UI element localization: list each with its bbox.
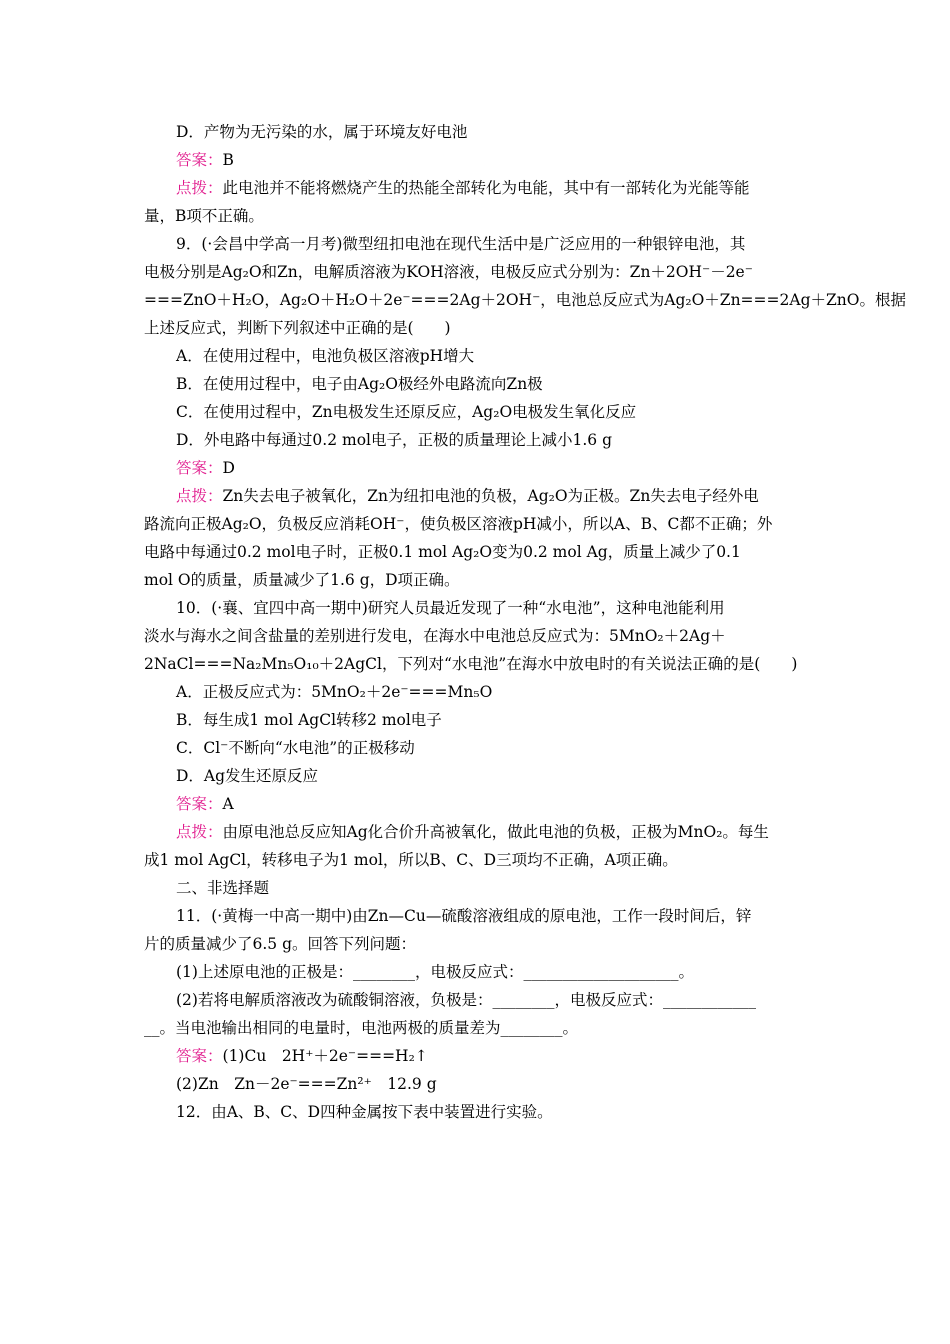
text-line (144, 594, 808, 622)
text-line (144, 706, 808, 734)
line-text: A．正极反应式为：5MnO₂＋2e⁻===Mn₅O (176, 683, 493, 701)
line-text: 10．(·襄、宜四中高一期中)研究人员最近发现了一种“水电池”，这种电池能利用 (176, 599, 725, 617)
answer-label: 点拨： (176, 823, 223, 841)
line-text: A．在使用过程中，电池负极区溶液pH增大 (176, 347, 475, 365)
line-text: B (222, 151, 234, 169)
line-text: 12．由A、B、C、D四种金属按下表中装置进行实验。 (176, 1103, 553, 1121)
text-line (144, 846, 808, 874)
answer-label: 答案： (176, 459, 223, 477)
text-line (144, 986, 808, 1014)
text-line (144, 930, 808, 958)
line-text: D．Ag发生还原反应 (176, 767, 319, 785)
line-text: 电路中每通过0.2 mol电子时，正极0.1 mol Ag₂O变为0.2 mol Ag，质量上减少了0.1 (144, 543, 741, 561)
line-text: 淡水与海水之间含盐量的差别进行发电，在海水中电池总反应式为：5MnO₂＋2Ag＋ (144, 627, 726, 645)
text-line (144, 482, 808, 510)
text-line (144, 314, 808, 342)
line-text: 量，B项不正确。 (144, 207, 264, 225)
answer-label: 答案： (176, 1047, 223, 1065)
answer-label: 答案： (176, 795, 223, 813)
line-text: 片的质量减少了6.5 g。回答下列问题： (144, 935, 417, 953)
text-line (144, 902, 808, 930)
document-body (144, 118, 906, 1126)
text-line (144, 622, 808, 650)
answer-label: 点拨： (176, 487, 223, 505)
text-line (144, 174, 808, 202)
line-text: 路流向正极Ag₂O，负极反应消耗OH⁻，使负极区溶液pH减小，所以A、B、C都不正确；外 (144, 515, 773, 533)
line-text: B．每生成1 mol AgCl转移2 mol电子 (176, 711, 442, 729)
line-text: A (222, 795, 234, 813)
text-line (144, 370, 808, 398)
line-text: 上述反应式，判断下列叙述中正确的是( ) (144, 319, 451, 337)
line-text: 电极分别是Ag₂O和Zn，电解质溶液为KOH溶液，电极反应式分别为：Zn＋2OH⁻－2e⁻ (144, 263, 753, 281)
text-line (144, 818, 808, 846)
line-text: D．产物为无污染的水，属于环境友好电池 (176, 123, 468, 141)
text-line (144, 734, 808, 762)
text-line (144, 650, 808, 678)
line-text: Zn失去电子被氧化，Zn为纽扣电池的负极，Ag₂O为正极。Zn失去电子经外电 (222, 487, 759, 505)
text-line (144, 762, 808, 790)
text-line (144, 258, 808, 286)
answer-label: 答案： (176, 151, 223, 169)
answer-label: 点拨： (176, 179, 223, 197)
line-text: 2NaCl===Na₂Mn₅O₁₀＋2AgCl，下列对“水电池”在海水中放电时的有关说法正确的是( ) (144, 655, 798, 673)
text-line (144, 790, 808, 818)
line-text: C．Cl⁻不断向“水电池”的正极移动 (176, 739, 415, 757)
line-text: D (222, 459, 235, 477)
text-line (144, 538, 808, 566)
text-line (144, 678, 808, 706)
text-line (144, 202, 808, 230)
line-text: 此电池并不能将燃烧产生的热能全部转化为电能，其中有一部转化为光能等能 (222, 179, 750, 197)
text-line (144, 454, 808, 482)
line-text: 二、非选择题 (176, 879, 270, 897)
line-text: 9．(·会昌中学高一月考)微型纽扣电池在现代生活中是广泛应用的一种银锌电池，其 (176, 235, 746, 253)
line-text: (2)Zn Zn－2e⁻===Zn²⁺ 12.9 g (176, 1075, 437, 1093)
text-line (144, 1042, 808, 1070)
line-text: B．在使用过程中，电子由Ag₂O极经外电路流向Zn极 (176, 375, 543, 393)
text-line (144, 1070, 808, 1098)
text-line (144, 342, 808, 370)
text-line (144, 874, 808, 902)
text-line (144, 566, 808, 594)
line-text: 成1 mol AgCl，转移电子为1 mol，所以B、C、D三项均不正确，A项正确。 (144, 851, 678, 869)
text-line (144, 510, 808, 538)
text-line (144, 958, 808, 986)
line-text: __。当电池输出相同的电量时，电池两极的质量差为________。 (144, 1019, 579, 1037)
line-text: (2)若将电解质溶液改为硫酸铜溶液，负极是：________，电极反应式：____________ (176, 991, 756, 1009)
text-line (144, 398, 808, 426)
line-text: D．外电路中每通过0.2 mol电子，正极的质量理论上减小1.6 g (176, 431, 612, 449)
text-line (144, 118, 808, 146)
text-line (144, 426, 808, 454)
text-line (144, 1098, 808, 1126)
text-line (144, 146, 808, 174)
line-text: 11．(·黄梅一中高一期中)由Zn—Cu—硫酸溶液组成的原电池，工作一段时间后，锌 (176, 907, 752, 925)
line-text: (1)Cu 2H⁺＋2e⁻===H₂↑ (222, 1047, 428, 1065)
text-line (144, 1014, 808, 1042)
text-line (144, 230, 808, 258)
text-line (144, 286, 906, 314)
line-text: ===ZnO＋H₂O，Ag₂O＋H₂O＋2e⁻===2Ag＋2OH⁻，电池总反应式为Ag₂O＋Zn===2Ag＋ZnO。根据 (144, 291, 906, 309)
line-text: (1)上述原电池的正极是：________，电极反应式：____________________。 (176, 963, 694, 981)
line-text: mol O的质量，质量减少了1.6 g，D项正确。 (144, 571, 460, 589)
line-text: 由原电池总反应知Ag化合价升高被氧化，做此电池的负极，正极为MnO₂。每生 (222, 823, 769, 841)
line-text: C．在使用过程中，Zn电极发生还原反应，Ag₂O电极发生氧化反应 (176, 403, 637, 421)
